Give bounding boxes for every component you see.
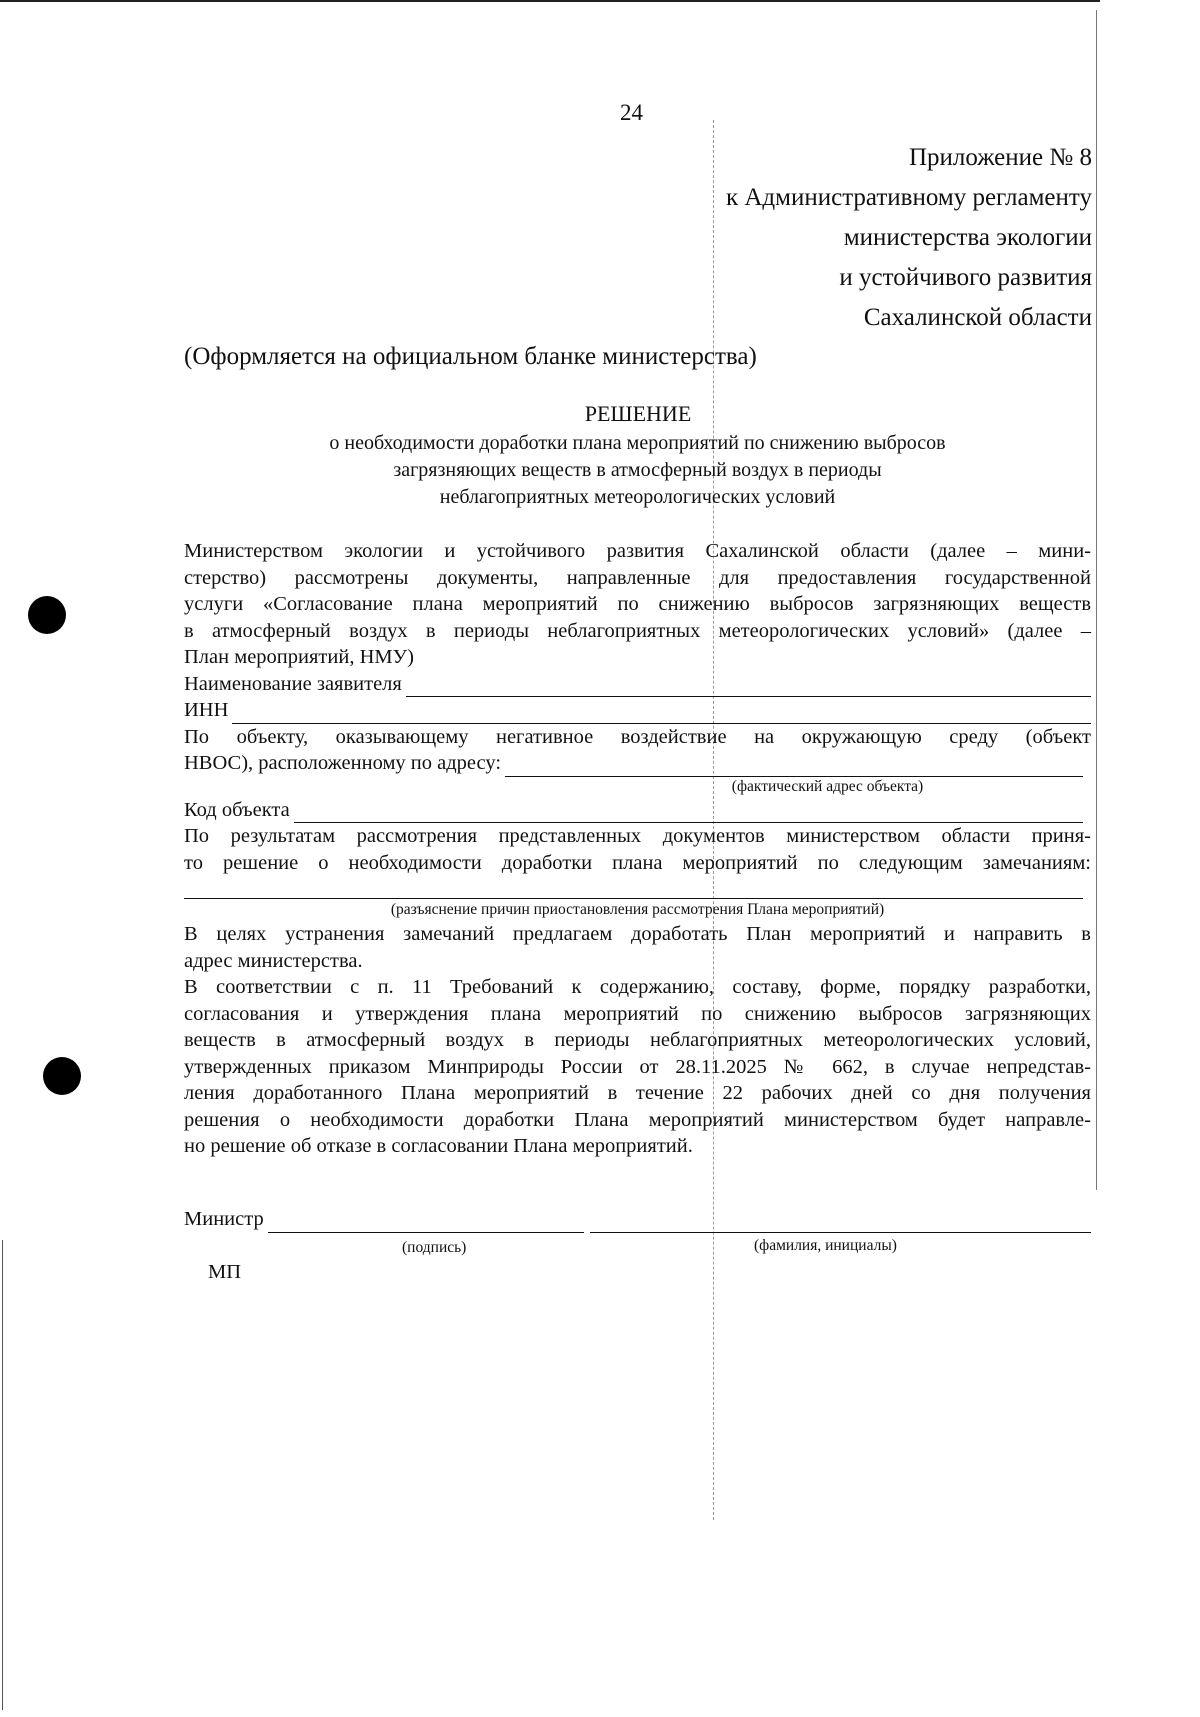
- requirements-line: веществ в атмосферный воздух в периоды неблагоприятных метеорологических условий,: [184, 1029, 1091, 1051]
- signature-block: [184, 1206, 1091, 1285]
- inn-blank[interactable]: [232, 703, 1091, 724]
- results-line: По результатам рассмотрения представленных документов министерством области приня-: [184, 825, 1091, 847]
- address-field: [184, 750, 1091, 777]
- applicant-label: Наименование заявителя: [184, 672, 402, 695]
- document-subtitle: [184, 430, 1091, 511]
- signature-caption: (подпись): [402, 1238, 467, 1256]
- minister-label: Министр: [184, 1208, 264, 1230]
- document-title: РЕШЕНИЕ: [584, 401, 692, 426]
- appendix-line: Приложение № 8: [908, 144, 1092, 171]
- requirements-line: решения о необходимости доработки Плана мероприятий министерством будет направле-: [184, 1108, 1091, 1131]
- object-code-blank[interactable]: [294, 802, 1083, 823]
- remedy-line: адрес министерства.: [184, 949, 363, 972]
- intro-line: услуги «Согласование плана мероприятий по снижению выбросов загрязняющих веществ: [184, 593, 1091, 615]
- requirements-line: ления доработанного Плана мероприятий в течение 22 рабочих дней со дня получения: [184, 1082, 1091, 1104]
- minister-field: [184, 1206, 1091, 1233]
- remedy-line: В целях устранения замечаний предлагаем доработать План мероприятий и направить в: [184, 923, 1091, 945]
- requirements-line: В соответствии с п. 11 Требований к содержанию, составу, форме, порядку разработки,: [184, 976, 1091, 998]
- subtitle-line: загрязняющих веществ в атмосферный воздух в периоды: [393, 459, 882, 481]
- address-label: НВОС), расположенному по адресу:: [184, 752, 502, 774]
- scan-left-border: [2, 1240, 3, 1710]
- intro-paragraph: [184, 538, 1091, 1160]
- scan-top-border: [0, 0, 1100, 2]
- object-code-field: [184, 797, 1091, 824]
- requirements-line: но решение об отказе в согласовании Плана мероприятий.: [184, 1135, 693, 1157]
- remarks-blank[interactable]: [184, 876, 1083, 899]
- signature-captions: [184, 1233, 1091, 1255]
- official-blank-note: (Оформляется на официальном бланке министерства): [184, 343, 757, 370]
- inn-label: ИНН: [184, 699, 229, 721]
- punch-hole-lower: [43, 1057, 81, 1095]
- intro-line: в атмосферный воздух в периоды неблагоприятных метеорологических условий» (далее –: [184, 619, 1091, 642]
- remarks-caption: (разъяснение причин приостановления рассмотрения Плана мероприятий): [390, 901, 885, 918]
- address-blank[interactable]: [505, 756, 1083, 777]
- subtitle-line: о необходимости доработки плана мероприятий по снижению выбросов: [329, 432, 946, 454]
- stamp-label: МП: [208, 1260, 242, 1283]
- name-caption: (фамилия, инициалы): [754, 1236, 897, 1254]
- inn-field: [184, 697, 1091, 724]
- appendix-line: и устойчивого развития: [839, 264, 1092, 291]
- applicant-blank[interactable]: [406, 676, 1091, 697]
- signature-blank[interactable]: [268, 1212, 584, 1233]
- requirements-line: согласования и утверждения плана мероприятий по снижению выбросов загрязняющих: [184, 1002, 1091, 1025]
- requirements-line: утвержденных приказом Минприроды России от 28.11.2025 № 662, в случае непредстав-: [184, 1055, 1091, 1078]
- page-number: 24: [620, 100, 643, 125]
- scan-right-border: [1096, 10, 1097, 1190]
- object-code-label: Код объекта: [184, 798, 290, 821]
- object-line: По объекту, оказывающему негативное воздействие на окружающую среду (объект: [184, 725, 1091, 748]
- intro-line: стерство) рассмотрены документы, направленные для предоставления государственной: [184, 566, 1091, 589]
- intro-line: Министерством экологии и устойчивого развития Сахалинской области (далее – мини-: [184, 540, 1091, 562]
- address-caption: (фактический адрес объекта): [731, 777, 924, 795]
- intro-line: План мероприятий, НМУ): [184, 646, 414, 668]
- appendix-line: министерства экологии: [843, 224, 1092, 251]
- results-line: то решение о необходимости доработки плана мероприятий по следующим замечаниям:: [184, 851, 1091, 874]
- punch-hole-upper: [28, 596, 66, 634]
- name-blank[interactable]: [590, 1212, 1091, 1233]
- appendix-line: Сахалинской области: [863, 304, 1092, 331]
- applicant-field: [184, 671, 1091, 698]
- appendix-line: к Административному регламенту: [725, 184, 1092, 211]
- appendix-header: [726, 138, 1092, 338]
- subtitle-line: неблагоприятных метеорологических условий: [439, 486, 836, 508]
